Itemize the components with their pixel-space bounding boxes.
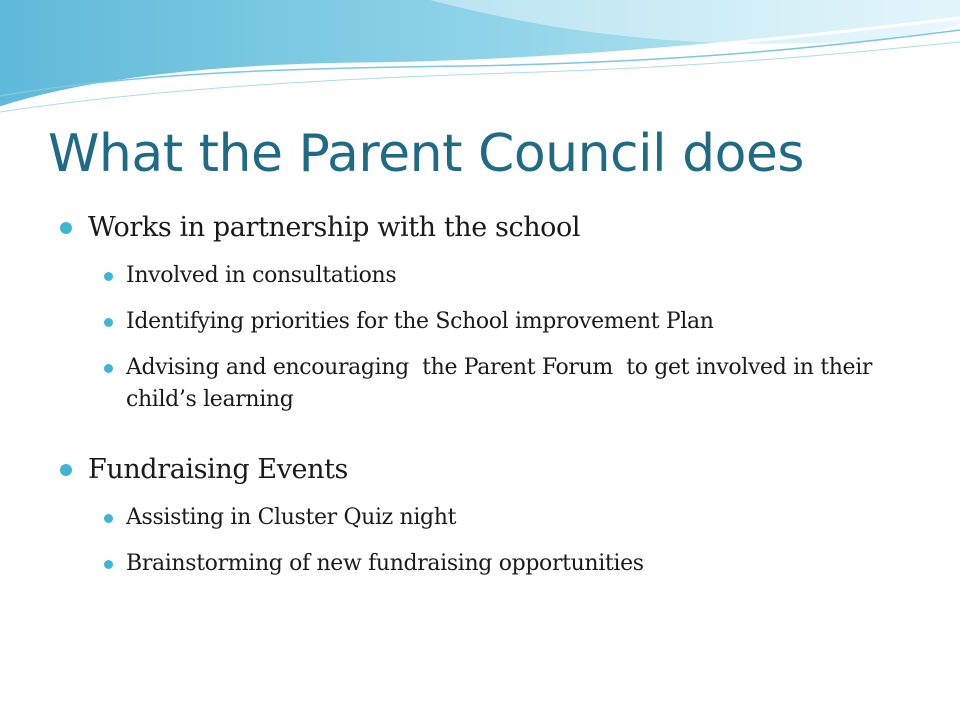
- header-wave-decoration: [0, 0, 960, 130]
- list-item: [60, 306, 920, 338]
- section-heading: Fundraising Events: [88, 454, 349, 485]
- list-item-text: Assisting in Cluster Quiz night: [126, 505, 457, 530]
- slide-body: [60, 208, 920, 580]
- list-item: [60, 502, 920, 534]
- section-fundraising-items: [60, 502, 920, 580]
- bullet-dot-icon: [104, 364, 113, 373]
- list-item: [60, 548, 920, 580]
- bullet-dot-icon: [104, 318, 113, 327]
- list-item-text: Identifying priorities for the School improvement Plan: [126, 309, 714, 334]
- bullet-dot-icon: [60, 464, 72, 476]
- section-heading: Works in partnership with the school: [88, 212, 581, 243]
- bullet-dot-icon: [104, 514, 113, 523]
- list-item-text: Brainstorming of new fundraising opportunities: [126, 551, 644, 576]
- section-fundraising: [60, 450, 920, 490]
- list-item-text: Involved in consultations: [126, 263, 397, 288]
- list-item-text: Advising and encouraging the Parent Forum to get involved in their child’s learning: [126, 355, 879, 412]
- section-partnership-items: [60, 260, 920, 416]
- spacer: [60, 416, 920, 450]
- section-partnership: [60, 208, 920, 248]
- slide-title: What the Parent Council does: [48, 124, 804, 184]
- list-item: [60, 352, 920, 416]
- bullet-dot-icon: [104, 560, 113, 569]
- bullet-dot-icon: [60, 222, 72, 234]
- list-item: [60, 260, 920, 292]
- bullet-dot-icon: [104, 272, 113, 281]
